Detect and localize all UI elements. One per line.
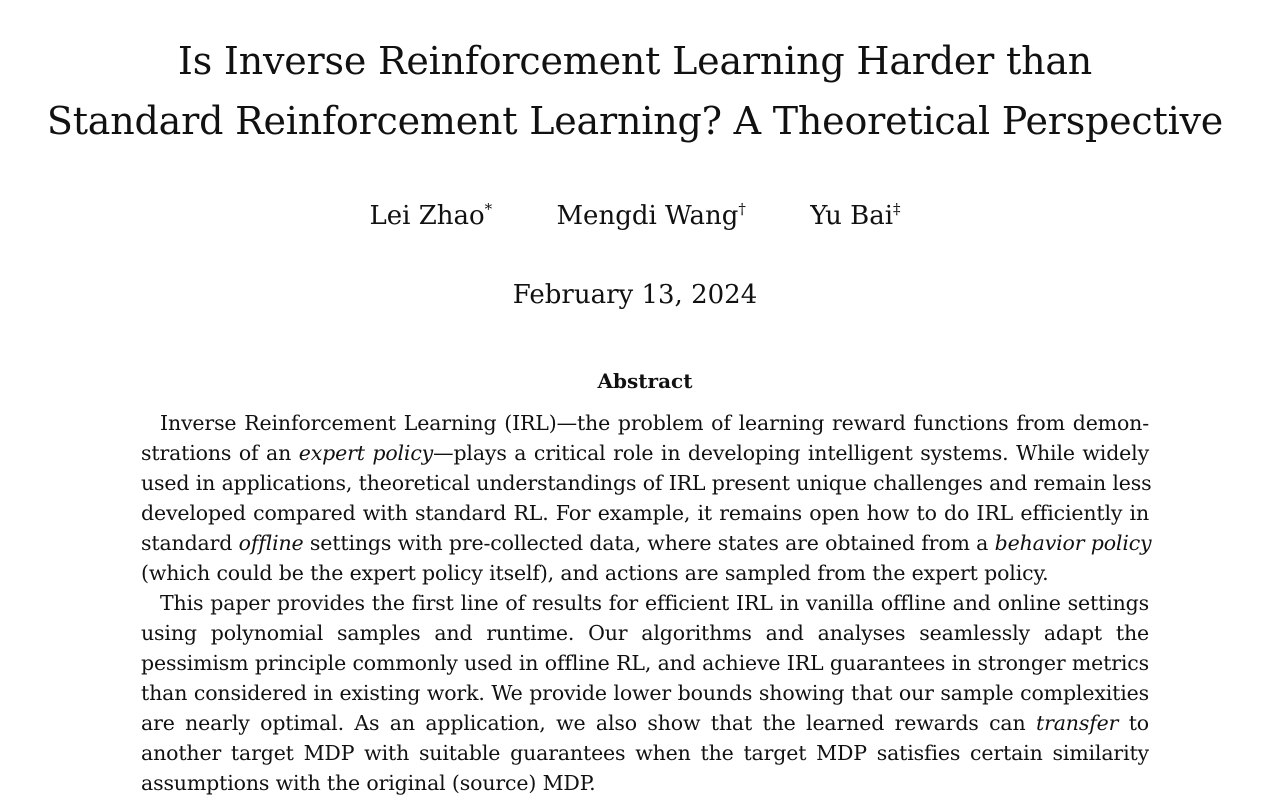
text-run: are nearly optimal. As an application, we also show that the learned rewards can [141, 711, 1036, 735]
paper-title-line-2: Standard Reinforcement Learning? A Theoretical Perspective [46, 99, 1224, 143]
author-footnote-mark: ‡ [893, 200, 901, 218]
author-name: Lei Zhao [369, 201, 485, 231]
author-mengdi-wang [556, 196, 745, 236]
abstract-p2-line-1: This paper provides the first line of results for efficient IRL in vanilla offline and online settings [160, 591, 1149, 615]
emphasis-offline: offline [238, 531, 304, 555]
text-run: to [1118, 711, 1149, 735]
author-footnote-mark: † [738, 200, 746, 218]
author-footnote-mark: * [484, 200, 493, 218]
abstract-p2-line-5 [141, 708, 1149, 738]
author-name: Mengdi Wang [556, 201, 739, 231]
paper-title-line-1: Is Inverse Reinforcement Learning Harder than [177, 39, 1093, 83]
abstract-p2-line-4: than considered in existing work. We provide lower bounds showing that our sample complexities [141, 681, 1149, 705]
abstract-p2-line-3: pessimism principle commonly used in offline RL, and achieve IRL guarantees in stronger metrics [141, 651, 1149, 675]
abstract-p2-line-6: another target MDP with suitable guarantees when the target MDP satisfies certain similarity [141, 741, 1149, 765]
emphasis-expert-policy: expert policy [298, 441, 434, 465]
author-yu-bai [810, 196, 900, 236]
author-lei-zhao [369, 196, 492, 236]
text-run: —plays a critical role in developing intelligent systems. While widely [433, 441, 1149, 465]
abstract-body [141, 408, 1152, 798]
abstract-p2-line-2: using polynomial samples and runtime. Our algorithms and analyses seamlessly adapt the [141, 621, 1149, 645]
abstract-p1-line-4: developed compared with standard RL. For example, it remains open how to do IRL efficiently in [141, 501, 1149, 525]
abstract-p1-line-5 [141, 528, 1152, 558]
abstract-p1-line-2 [141, 438, 1149, 468]
text-run: strations of an [141, 441, 299, 465]
publication-date: February 13, 2024 [512, 280, 758, 310]
abstract-p1-line-3: used in applications, theoretical understandings of IRL present unique challenges and remain less [141, 471, 1152, 495]
abstract-p1-line-1: Inverse Reinforcement Learning (IRL)—the problem of learning reward functions from demon- [160, 411, 1149, 435]
author-name: Yu Bai [810, 201, 894, 231]
abstract-p1-line-6: (which could be the expert policy itself), and actions are sampled from the expert policy. [141, 561, 1049, 585]
abstract-p2-line-7: assumptions with the original (source) MDP. [141, 771, 596, 795]
emphasis-transfer: transfer [1035, 711, 1119, 735]
emphasis-behavior-policy: behavior policy [994, 531, 1152, 555]
text-run: standard [141, 531, 239, 555]
abstract-heading: Abstract [597, 369, 693, 393]
author-list [0, 196, 1270, 236]
text-run: settings with pre-collected data, where states are obtained from a [303, 531, 995, 555]
